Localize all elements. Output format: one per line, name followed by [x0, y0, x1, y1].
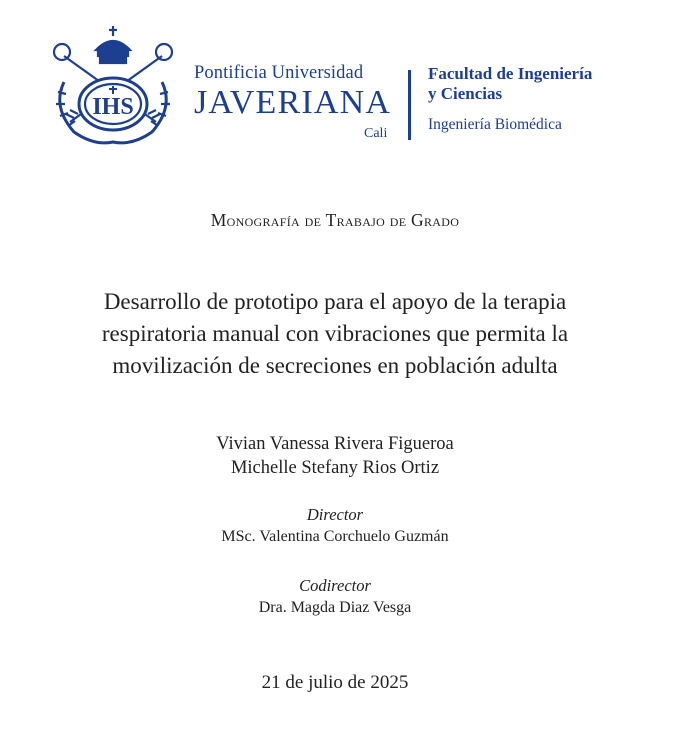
university-logo — [44, 22, 644, 152]
author-name: Michelle Stefany Rios Ortiz — [230, 458, 440, 478]
director-block — [0, 504, 670, 548]
university-name — [194, 62, 392, 141]
authors — [0, 432, 670, 480]
codirector-label: Codirector — [299, 576, 371, 595]
faculty-block — [428, 64, 592, 134]
director-name: MSc. Valentina Corchuelo Guzmán — [221, 528, 449, 545]
campus-label: Cali — [364, 126, 388, 141]
codirector-block — [0, 575, 670, 619]
codirector-name: Dra. Magda Diaz Vesga — [258, 599, 412, 616]
title-line: respiratoria manual con vibraciones que permita la — [101, 321, 569, 346]
university-line1: Pontificia Universidad — [194, 63, 364, 83]
university-line2: JAVERIANA — [194, 84, 392, 121]
faculty-line1: Facultad de Ingeniería — [428, 64, 593, 83]
author-name: Vivian Vanessa Rivera Figueroa — [216, 434, 454, 454]
document-type: Monografía de Trabajo de Grado — [210, 210, 460, 230]
faculty-line2: y Ciencias — [428, 84, 503, 103]
logo-divider — [408, 70, 411, 140]
title-line: movilización de secreciones en población adulta — [112, 353, 558, 378]
director-label: Director — [306, 505, 364, 524]
title-line: Desarrollo de prototipo para el apoyo de la terapia — [103, 289, 567, 314]
university-seal-icon — [44, 22, 182, 150]
submission-date: 21 de julio de 2025 — [261, 672, 409, 693]
program-name: Ingeniería Biomédica — [428, 116, 562, 133]
seal-monogram: IHS — [92, 94, 134, 120]
thesis-title — [30, 286, 640, 382]
